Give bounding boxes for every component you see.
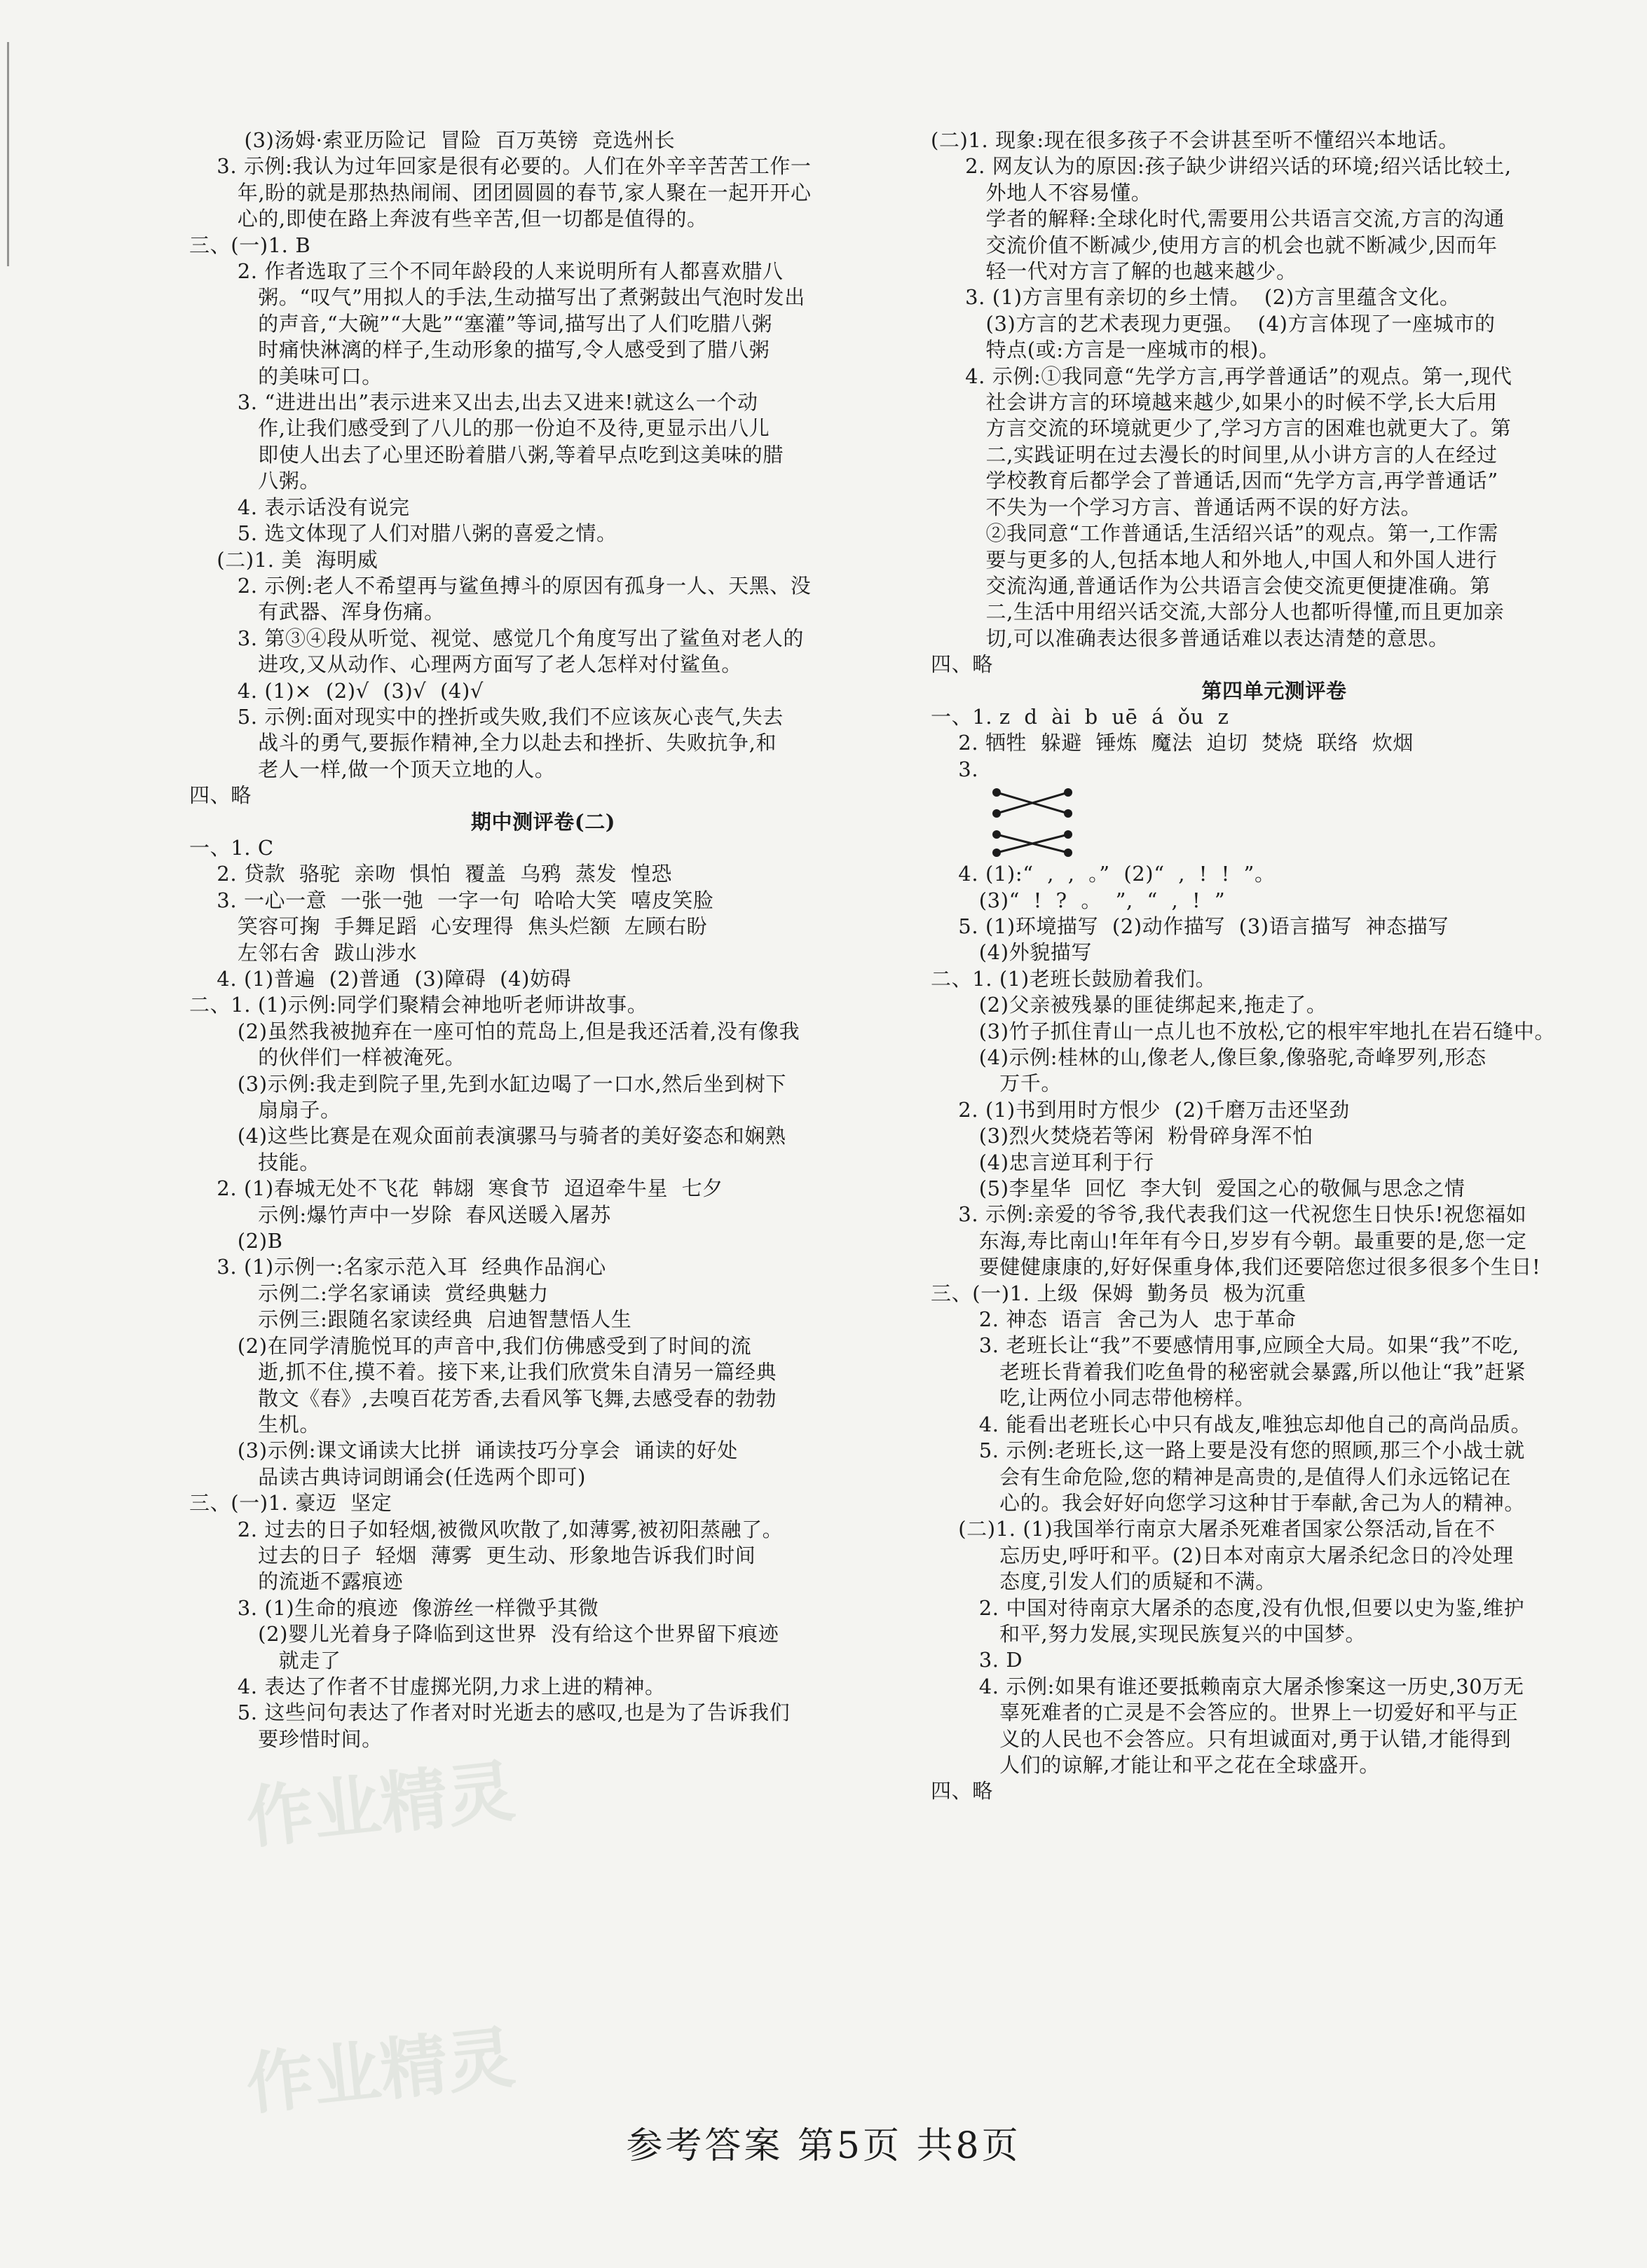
answer-line: 5. 示例:老班长,这一路上要是没有您的照顾,那三个小战士就: [931, 1438, 1525, 1463]
answer-line: 外地人不容易懂。: [931, 180, 1152, 205]
answer-line: (二)1. 美 海明威: [189, 547, 378, 572]
answer-line: 扇扇子。: [189, 1098, 341, 1122]
answer-line: 年,盼的就是那热热闹闹、团团圆圆的春节,家人聚在一起开开心: [189, 180, 812, 205]
answer-line: 逝,抓不住,摸不着。接下来,让我们欣赏朱自清另一篇经典: [189, 1360, 777, 1384]
answer-line: 学者的解释:全球化时代,需要用公共语言交流,方言的沟通: [931, 207, 1505, 231]
answer-line: 5. 这些问句表达了作者对时光逝去的感叹,也是为了告诉我们: [189, 1700, 791, 1725]
answer-line: 2. (1)书到用时方恨少 (2)千磨万击还坚劲: [931, 1097, 1350, 1122]
answer-line: 辜死难者的亡灵是不会答应的。世界上一切爱好和平与正: [931, 1700, 1519, 1725]
answer-line: 2. 牺牲 躲避 锤炼 魔法 迫切 焚烧 联络 炊烟: [931, 731, 1414, 755]
answer-line: 时痛快淋漓的样子,生动形象的描写,令人感受到了腊八粥: [189, 338, 770, 362]
answer-line: 4. (1)普遍 (2)普通 (3)障碍 (4)妨碍: [189, 967, 572, 991]
left-answer-column: [189, 128, 897, 1752]
answer-line: 四、略: [189, 783, 252, 808]
answer-line: 5. 选文体现了人们对腊八粥的喜爱之情。: [189, 521, 617, 546]
answer-line: 4. 能看出老班长心中只有战友,唯独忘却他自己的高尚品质。: [931, 1412, 1532, 1436]
answer-line: 的美味可口。: [189, 364, 383, 388]
answer-line: 2. (1)春城无处不飞花 韩翃 寒食节 迢迢牵牛星 七夕: [189, 1176, 723, 1201]
answer-line: 四、略: [931, 652, 993, 677]
answer-line: 二,实践证明在过去漫长的时间里,从小讲方言的人在经过: [931, 442, 1498, 467]
answer-line: 3. 一心一意 一张一弛 一字一句 哈哈大笑 嘻皮笑脸: [189, 888, 714, 912]
watermark: 作业精灵: [242, 2018, 519, 2124]
answer-line: 的声音,“大碗”“大匙”“塞灌”等词,描写出了人们吃腊八粥: [189, 311, 772, 336]
answer-line: 一、1. C: [189, 835, 274, 860]
answer-line: 3.: [931, 757, 979, 781]
answer-line: 左邻右舍 跋山涉水: [189, 940, 418, 965]
answer-line: 3. 示例:亲爱的爷爷,我代表我们这一代祝您生日快乐!祝您福如: [931, 1202, 1527, 1227]
answer-line: 4. 示例:①我同意“先学方言,再学普通话”的观点。第一,现代: [931, 364, 1512, 388]
answer-line: 4. 示例:如果有谁还要抵赖南京大屠杀惨案这一历史,30万无: [931, 1674, 1524, 1698]
matching-dot: [1064, 788, 1072, 797]
answer-line: 3. “进进出出”表示进来又出去,出去又进来!就这么一个动: [189, 390, 758, 415]
right-answer-column: [931, 128, 1618, 1805]
answer-line: 3. D: [931, 1648, 1023, 1672]
matching-dot: [1064, 848, 1072, 857]
answer-line: 有武器、浑身伤痛。: [189, 600, 445, 624]
answer-line: 特点(或:方言是一座城市的根)。: [931, 338, 1280, 362]
answer-line: 2. 中国对待南京大屠杀的态度,没有仇恨,但要以史为鉴,维护: [931, 1595, 1525, 1620]
answer-line: (4)忠言逆耳利于行: [931, 1150, 1154, 1174]
answer-line: 会有生命危险,您的精神是高贵的,是值得人们永远铭记在: [931, 1464, 1512, 1489]
answer-line: 义的人民也不会答应。只有坦诚面对,勇于认错,才能得到: [931, 1726, 1512, 1751]
answer-line: 3. (1)生命的痕迹 像游丝一样微乎其微: [189, 1595, 599, 1620]
answer-line: 心的,即使在路上奔波有些辛苦,但一切都是值得的。: [189, 207, 708, 231]
matching-dot: [1064, 809, 1072, 818]
answer-line: 二、1. (1)老班长鼓励着我们。: [931, 966, 1217, 991]
answer-line: 2. 作者选取了三个不同年龄段的人来说明所有人都喜欢腊八: [189, 259, 784, 284]
matching-dot: [992, 788, 1001, 797]
answer-line: 老班长背着我们吃鱼骨的秘密就会暴露,所以他让“我”赶紧: [931, 1359, 1526, 1384]
answer-line: 切,可以准确表达很多普通话难以表达清楚的意思。: [931, 626, 1449, 650]
answer-line: (3)示例:课文诵读大比拼 诵读技巧分享会 诵读的好处: [189, 1438, 738, 1463]
answer-line: 生机。: [189, 1412, 320, 1436]
answer-line: 3. (1)方言里有亲切的乡土情。 (2)方言里蕴含文化。: [931, 285, 1461, 310]
answer-line: 四、略: [931, 1779, 993, 1803]
answer-line: (3)汤姆·索亚历险记 冒险 百万英镑 竞选州长: [189, 128, 676, 152]
answer-line: 进攻,又从动作、心理两方面写了老人怎样对付鲨鱼。: [189, 652, 742, 677]
answer-line: 2. 网友认为的原因:孩子缺少讲绍兴话的环境;绍兴话比较土,: [931, 154, 1512, 179]
answer-line: (3)竹子抓住青山一点儿也不放松,它的根牢牢地扎在岩石缝中。: [931, 1019, 1556, 1043]
answer-line: 品读古典诗词朗诵会(任选两个即可): [189, 1464, 587, 1489]
answer-line: 3. (1)示例一:名家示范入耳 经典作品润心: [189, 1255, 606, 1279]
answer-line: 交流价值不断减少,使用方言的机会也就不断减少,因而年: [931, 233, 1498, 257]
answer-line: 三、(一)1. 豪迈 坚定: [189, 1491, 392, 1516]
answer-line: 2. 贷款 骆驼 亲吻 惧怕 覆盖 乌鸦 蒸发 惶恐: [189, 862, 673, 886]
answer-line: 散文《春》,去嗅百花芳香,去看风筝飞舞,去感受春的勃勃: [189, 1386, 777, 1410]
answer-line: (2)婴儿光着身子降临到这世界 没有给这个世界留下痕迹: [189, 1622, 779, 1647]
answer-line: 2. 过去的日子如轻烟,被微风吹散了,如薄雾,被初阳蒸融了。: [189, 1517, 784, 1541]
answer-line: 和平,努力发展,实现民族复兴的中国梦。: [931, 1621, 1367, 1646]
matching-dot: [992, 830, 1001, 839]
answer-line: 2. 示例:老人不希望再与鲨鱼搏斗的原因有孤身一人、天黑、没: [189, 573, 812, 598]
answer-line: 一、1. z d ài b uē á ǒu z: [931, 704, 1229, 729]
answer-line: 要与更多的人,包括本地人和外地人,中国人和外国人进行: [931, 547, 1498, 572]
answer-line: 三、(一)1. 上级 保姆 勤务员 极为沉重: [931, 1281, 1306, 1305]
answer-line: (4)示例:桂林的山,像老人,像巨象,像骆驼,奇峰罗列,形态: [931, 1045, 1487, 1069]
answer-line: 示例:爆竹声中一岁除 春风送暖入屠苏: [189, 1202, 611, 1227]
answer-line: 三、(一)1. B: [189, 233, 311, 257]
answer-line: 要健健康康的,好好保重身体,我们还要陪您过很多很多个生日!: [931, 1255, 1541, 1279]
answer-line: 粥。“叹气”用拟人的手法,生动描写出了煮粥鼓出气泡时发出: [189, 285, 805, 310]
answer-line: (2)在同学清脆悦耳的声音中,我们仿佛感受到了时间的流: [189, 1333, 752, 1358]
page-binding-edge: [7, 42, 9, 266]
answer-line: 社会讲方言的环境越来越少,如果小的时候不学,长大后用: [931, 390, 1498, 415]
answer-line: 4. 表达了作者不甘虚掷光阴,力求上进的精神。: [189, 1674, 666, 1698]
answer-line: 过去的日子 轻烟 薄雾 更生动、形象地告诉我们时间: [189, 1543, 756, 1567]
answer-line: 的流逝不露痕迹: [189, 1569, 404, 1594]
answer-line: 轻一代对方言了解的也越来越少。: [931, 259, 1297, 284]
matching-dot: [992, 848, 1001, 857]
answer-line: 5. 示例:面对现实中的挫折或失败,我们不应该灰心丧气,失去: [189, 704, 784, 729]
answer-line: 3. 第③④段从听觉、视觉、感觉几个角度写出了鲨鱼对老人的: [189, 626, 805, 650]
answer-line: (4)外貌描写: [931, 940, 1093, 965]
answer-line: 2. 神态 语言 舍己为人 忠于革命: [931, 1307, 1297, 1332]
answer-line: (3)示例:我走到院子里,先到水缸边喝了一口水,然后坐到树下: [189, 1071, 787, 1096]
answer-line: 吃,让两位小同志带他榜样。: [931, 1386, 1256, 1410]
answer-line: (4)这些比赛是在观众面前表演骡马与骑者的美好姿态和娴熟: [189, 1124, 786, 1148]
answer-line: 4. (1)× (2)√ (3)√ (4)√: [189, 678, 484, 703]
answer-line: 学校教育后都学会了普通话,因而“先学方言,再学普通话”: [931, 469, 1498, 493]
answer-line: (3)烈火焚烧若等闲 粉骨碎身浑不怕: [931, 1124, 1313, 1148]
answer-line: 示例三:跟随名家读经典 启迪智慧悟人生: [189, 1307, 632, 1332]
matching-dot: [992, 809, 1001, 818]
answer-line: 3. 老班长让“我”不要感情用事,应顾全大局。如果“我”不吃,: [931, 1333, 1519, 1358]
answer-line: 战斗的勇气,要振作精神,全力以赴去和挫折、失败抗争,和: [189, 731, 777, 755]
matching-dot: [1064, 830, 1072, 839]
answer-line: 要珍惜时间。: [189, 1726, 383, 1751]
matching-lines-diagram: [987, 783, 1078, 861]
answer-line: 万千。: [931, 1071, 1062, 1096]
answer-line: 老人一样,做一个顶天立地的人。: [189, 757, 556, 781]
answer-line: (2)虽然我被抛弃在一座可怕的荒岛上,但是我还活着,没有像我: [189, 1019, 800, 1043]
answer-line: 东海,寿比南山!年年有今日,岁岁有今朝。最重要的是,您一定: [931, 1228, 1527, 1253]
answer-line: 示例二:学名家诵读 赏经典魅力: [189, 1281, 549, 1305]
answer-line: 二,生活中用绍兴话交流,大部分人也都听得懂,而且更加亲: [931, 600, 1505, 624]
answer-line: 忘历史,呼吁和平。(2)日本对南京大屠杀纪念日的冷处理: [931, 1543, 1514, 1567]
answer-line: 人们的谅解,才能让和平之花在全球盛开。: [931, 1752, 1380, 1777]
watermark: 作业精灵: [242, 1752, 519, 1858]
answer-line: (3)方言的艺术表现力更强。 (4)方言体现了一座城市的: [931, 311, 1496, 336]
answer-line: (2)父亲被残暴的匪徒绑起来,拖走了。: [931, 993, 1327, 1017]
answer-line: 方言交流的环境就更少了,学习方言的困难也就更大了。第: [931, 416, 1512, 441]
answer-line: 的伙伴们一样被淹死。: [189, 1045, 466, 1070]
answer-line: ②我同意“工作普通话,生活绍兴话”的观点。第一,工作需: [931, 521, 1498, 546]
answer-line: 4. 表示话没有说完: [189, 495, 410, 519]
answer-line: 心的。我会好好向您学习这种甘于奉献,舍己为人的精神。: [931, 1490, 1526, 1515]
answer-line: 作,让我们感受到了八儿的那一份迫不及待,更显示出八儿: [189, 416, 770, 441]
answer-line: 态度,引发人们的质疑和不满。: [931, 1569, 1276, 1594]
answer-line: (二)1. (1)我国举行南京大屠杀死难者国家公祭活动,旨在不: [931, 1517, 1496, 1541]
answer-line: 3. 示例:我认为过年回家是很有必要的。人们在外辛辛苦苦工作一: [189, 154, 812, 179]
answer-line: 二、1. (1)示例:同学们聚精会神地听老师讲故事。: [189, 993, 648, 1017]
answer-line: 4. (1):“ , , 。” (2)“ , ! ! ”。: [931, 862, 1276, 886]
answer-line: (2)B: [189, 1229, 283, 1253]
answer-line: 5. (1)环境描写 (2)动作描写 (3)语言描写 神态描写: [931, 914, 1449, 938]
answer-line: (二)1. 现象:现在很多孩子不会讲甚至听不懂绍兴本地话。: [931, 128, 1459, 152]
answer-line: 就走了: [189, 1648, 341, 1672]
answer-line: (3)“ ! ? 。 ”, “ , ! ”: [931, 888, 1226, 912]
answer-line: 技能。: [189, 1150, 320, 1174]
answer-line: 八粥。: [189, 469, 320, 493]
answer-line: 即使人出去了心里还盼着腊八粥,等着早点吃到这美味的腊: [189, 442, 784, 467]
answer-line: 交流沟通,普通话作为公共语言会使交流更便捷准确。第: [931, 573, 1491, 598]
section-heading: 第四单元测评卷: [1201, 678, 1347, 703]
answer-line: 不失为一个学习方言、普通话两不误的好方法。: [931, 495, 1422, 519]
answer-line: (5)李星华 回忆 李大钊 爱国之心的敬佩与思念之情: [931, 1176, 1465, 1201]
answer-line: 笑容可掬 手舞足蹈 心安理得 焦头烂额 左顾右盼: [189, 914, 708, 939]
page-footer: 参考答案 第5页 共8页: [626, 2125, 1021, 2167]
section-heading: 期中测评卷(二): [470, 809, 616, 834]
